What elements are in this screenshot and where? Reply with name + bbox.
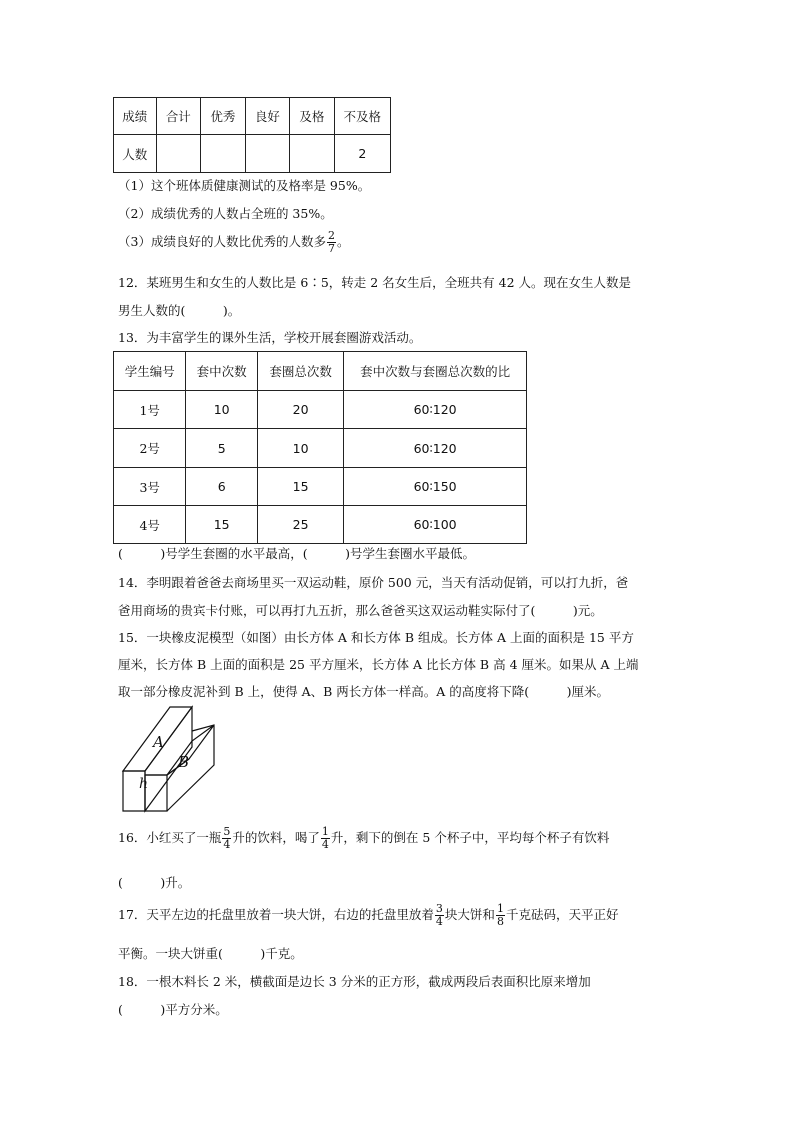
q17-text-post: 千克砝码，天平正好 [505,907,619,922]
ring-cell-total: 10 [257,429,343,468]
q17-text-pre: 17．天平左边的托盘里放着一块大饼，右边的托盘里放着 [118,907,434,922]
ring-header-cell: 套中次数与套圈总次数的比 [344,352,527,391]
score-value-cell [156,135,201,173]
score-header-cell: 成绩 [114,98,157,135]
fraction-denominator: 7 [327,242,335,255]
score-value-cell: 2 [334,135,390,173]
score-value-cell [245,135,290,173]
score-value-cell [290,135,335,173]
score-header-cell: 及格 [290,98,335,135]
ring-cell-total: 20 [257,391,343,429]
q17-text-mid: 块大饼和 [444,907,495,922]
fraction-numerator: 2 [327,229,335,242]
fraction-numerator: 1 [321,825,329,838]
q12-line-2: 男生人数的( )。 [118,303,241,318]
q11-item-3-text: （3）成绩良好的人数比优秀的人数多 [118,234,326,249]
q16-line-2: ( )升。 [118,875,191,890]
q11-item-3-end: 。 [336,234,350,249]
score-table [113,97,391,173]
fraction-numerator: 3 [435,902,443,915]
fraction [327,230,336,255]
cuboid-figure [115,703,225,815]
cuboid-b-edge [167,725,214,811]
ring-cell-ratio: 60∶150 [344,468,527,506]
q11-item-2: （2）成绩优秀的人数占全班的 35%。 [118,206,333,221]
fraction-denominator: 4 [223,838,231,851]
ring-cell-id: 2号 [114,429,186,468]
ring-cell-ratio: 60∶120 [344,391,527,429]
ring-cell-hits: 5 [186,429,257,468]
q15-line-3: 取一部分橡皮泥补到 B 上，使得 A、B 两长方体一样高。A 的高度将下降( )厘米。 [118,684,610,699]
ring-cell-ratio: 60∶120 [344,429,527,468]
q17-line-1 [118,903,618,928]
q16-text-pre: 16．小红买了一瓶 [118,830,222,845]
q18-line-2: ( )平方分米。 [118,1002,228,1017]
fraction [321,826,330,851]
score-row-label: 人数 [114,135,157,173]
q11-item-3 [118,230,349,255]
score-header-cell: 不及格 [334,98,390,135]
q13-intro: 13．为丰富学生的课外生活，学校开展套圈游戏活动。 [118,330,422,345]
score-value-cell [201,135,246,173]
score-header-cell: 良好 [245,98,290,135]
ring-cell-total: 25 [257,506,343,544]
ring-cell-id: 1号 [114,391,186,429]
q16-text-mid: 升的饮料，喝了 [232,830,320,845]
ring-cell-hits: 15 [186,506,257,544]
ring-header-cell: 套中次数 [186,352,257,391]
q16-text-post: 升，剩下的倒在 5 个杯子中，平均每个杯子有饮料 [330,830,610,845]
fraction-denominator: 8 [496,915,504,928]
ring-cell-id: 4号 [114,506,186,544]
ring-cell-hits: 10 [186,391,257,429]
fraction [496,903,505,928]
q14-line-2: 爸用商场的贵宾卡付账，可以再打九五折，那么爸爸买这双运动鞋实际付了( )元。 [118,603,603,618]
ring-cell-id: 3号 [114,468,186,506]
ring-toss-table [113,351,527,544]
q18-line-1: 18．一根木料长 2 米，横截面是边长 3 分米的正方形，截成两段后表面积比原来增加 [118,974,591,989]
ring-header-cell: 学生编号 [114,352,186,391]
fraction-numerator: 1 [496,902,504,915]
score-header-cell: 合计 [156,98,201,135]
fraction-numerator: 5 [223,825,231,838]
q14-line-1: 14．李明跟着爸爸去商场里买一双运动鞋，原价 500 元，当天有活动促销，可以打九折，爸 [118,575,629,590]
fraction [435,903,444,928]
label-b: B [178,753,190,771]
q13-answer-line: ( )号学生套圈的水平最高，( )号学生套圈水平最低。 [118,546,476,561]
q17-line-2: 平衡。一块大饼重( )千克。 [118,946,303,961]
q16-line-1 [118,826,609,851]
q12-line-1: 12．某班男生和女生的人数比是 6∶5，转走 2 名女生后，全班共有 42 人。现在女生人数是 [118,275,632,290]
q15-line-2: 厘米，长方体 B 上面的面积是 25 平方厘米，长方体 A 比长方体 B 高 4 厘米。如果从 A 上端 [118,657,639,672]
ring-cell-total: 15 [257,468,343,506]
fraction [222,826,231,851]
ring-cell-hits: 6 [186,468,257,506]
q11-item-1: （1）这个班体质健康测试的及格率是 95%。 [118,178,371,193]
q15-line-1: 15．一块橡皮泥模型（如图）由长方体 A 和长方体 B 组成。长方体 A 上面的面积是 15 平方 [118,630,634,645]
ring-cell-ratio: 60∶100 [344,506,527,544]
label-a: A [153,733,164,751]
ring-header-cell: 套圈总次数 [257,352,343,391]
fraction-denominator: 4 [435,915,443,928]
score-header-cell: 优秀 [201,98,246,135]
fraction-denominator: 4 [321,838,329,851]
label-h: h [139,776,149,792]
